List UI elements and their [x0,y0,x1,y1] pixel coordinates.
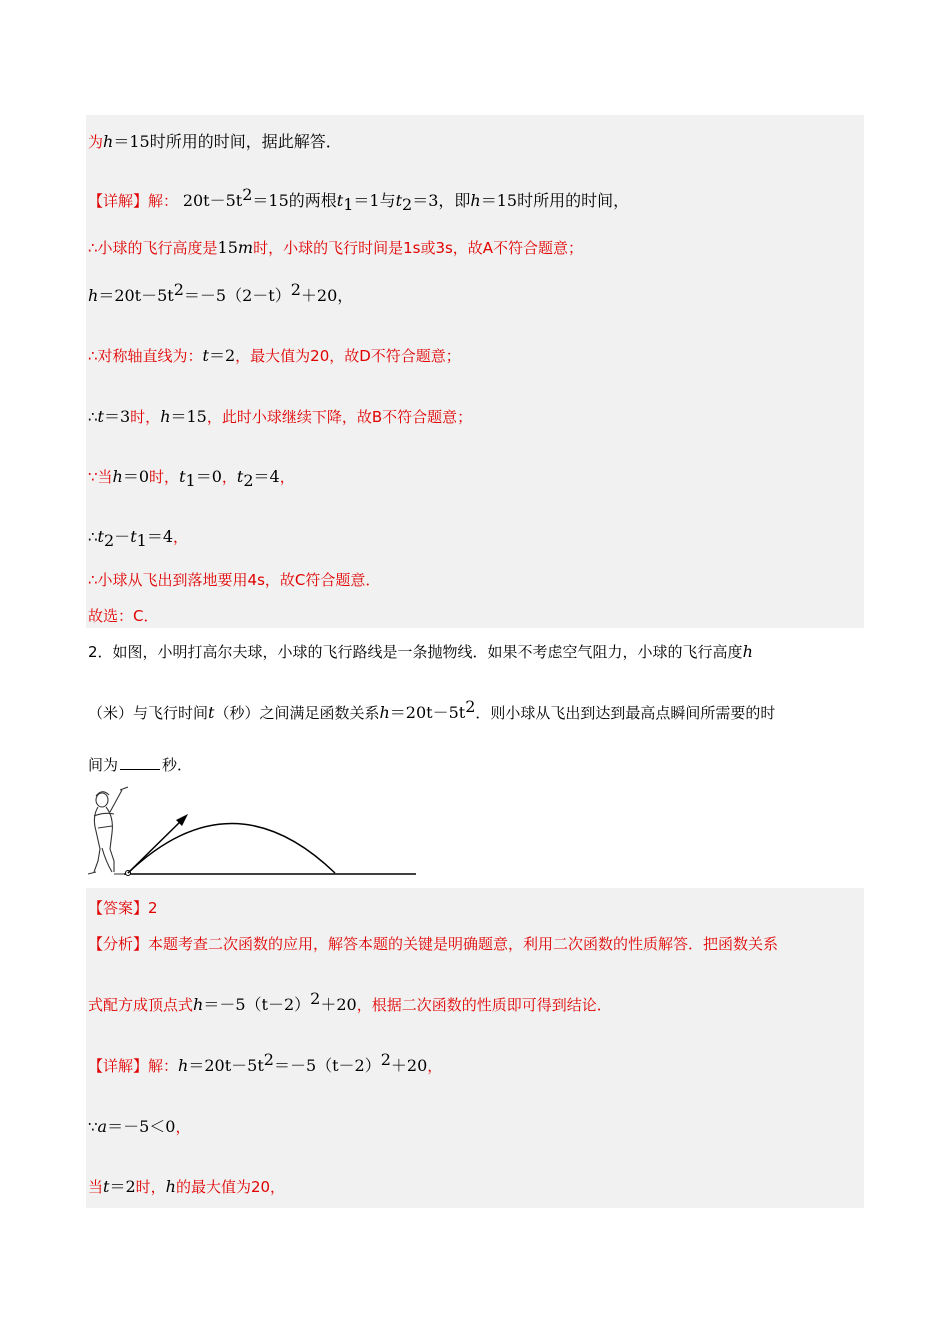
solution-1-line-e: ∵当h＝0时，$t_1=0$，$t_2=4$， [88,467,295,490]
question-2-line-1: 2．如图，小明打高尔夫球，小球的飞行路线是一条抛物线．如果不考虑空气阻力，小球的飞行高度h [88,642,753,661]
answer-2-detail-3: 当t＝2时，h的最大值为20， [88,1177,286,1196]
golfer-illustration [88,787,128,874]
solution-1-line-c: ∴对称轴直线为：t＝2，最大值为20，故D不符合题意； [88,346,461,365]
solution-1-line-a: ∴小球的飞行高度是15m时，小球的飞行时间是1s或3s，故A不符合题意； [88,238,584,257]
solution-1-detail: 【详解】解： $20t-5t^2=15$的两根$t_1=1$与$t_2=3$，即h＝15时所用的时间， [88,185,630,214]
answer-2-analysis-2: 式配方成顶点式$h=-5(t-2)^2+20$，根据二次函数的性质即可得到结论． [88,989,612,1014]
answer-2-detail-1: 【详解】解：$h=20t-5t^2=-5(t-2)^2+20$， [88,1050,443,1075]
math-expression: 20t－5t [182,191,243,210]
solution-1-line-g: ∴小球从飞出到落地要用4s，故C符合题意． [88,571,381,589]
detail-tag: 【详解】 [88,192,149,210]
solution-1-line-d: ∴t＝3时，h＝15，此时小球继续下降，故B不符合题意； [88,407,473,426]
answer-blank [120,757,160,770]
golf-trajectory-figure [84,786,420,882]
flight-parabola [128,824,335,874]
answer-2-analysis-1: 【分析】本题考查二次函数的应用，解答本题的关键是明确题意，利用二次函数的性质解答．把函数关系 [88,935,779,953]
question-2-line-2: （米）与飞行时间t（秒）之间满足函数关系$h=20t-5t^2$．则小球从飞出到达到最高点瞬间所需要的时 [88,697,776,722]
solution-1-intro: 为h＝15时所用的时间，据此解答． [88,132,342,151]
solution-1-choice: 故选：C． [88,607,159,625]
solution-1-line-f: $\therefore t_2-t_1=4$， [88,527,189,550]
answer-2-detail-2: ∵a＝－5＜0， [88,1117,191,1136]
solution-1-line-b: $h=20t-5t^2=-5(2-t)^2+20$， [88,280,354,305]
answer-2-answer: 【答案】2 [88,899,158,917]
direction-arrow [128,818,184,873]
question-2-line-3: 间为 秒． [88,756,193,774]
